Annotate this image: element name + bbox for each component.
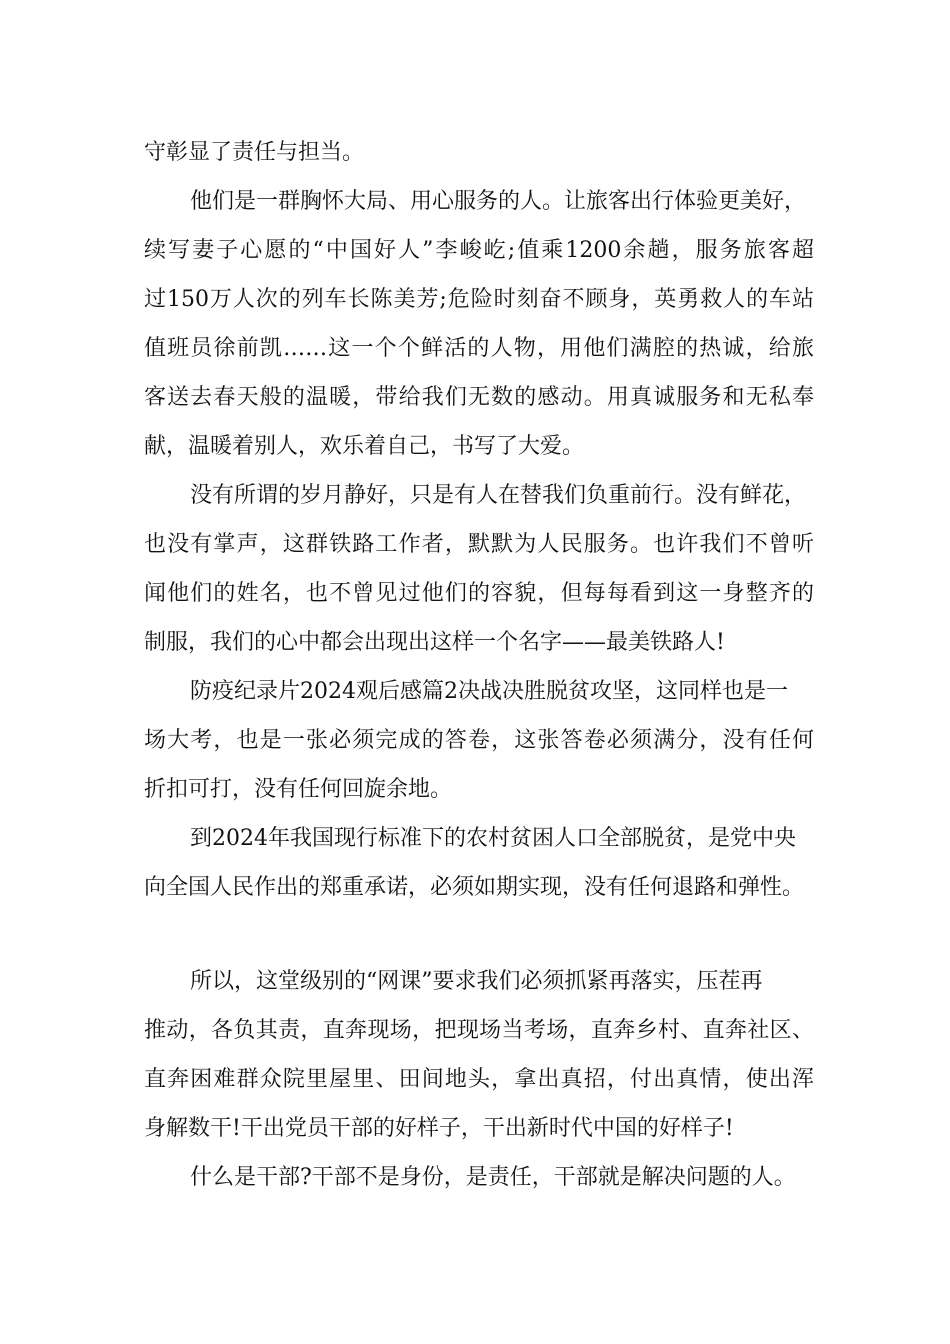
text-line: 制服，我们的心中都会出现出这样一个名字——最美铁路人! bbox=[144, 630, 725, 655]
paragraph-start-line: 什么是干部?干部不是身份，是责任，干部就是解决问题的人。 bbox=[190, 1165, 796, 1190]
text-line: 客送去春天般的温暖，带给我们无数的感动。用真诚服务和无私奉 bbox=[144, 385, 814, 410]
text-line: 直奔困难群众院里屋里、田间地头，拿出真招，付出真情，使出浑 bbox=[144, 1067, 814, 1092]
paragraph-start-line: 所以，这堂级别的“网课”要求我们必须抓紧再落实，压茬再 bbox=[190, 969, 763, 994]
text-line: 身解数干!干出党员干部的好样子，干出新时代中国的好样子! bbox=[144, 1116, 734, 1141]
paragraph-gap bbox=[144, 912, 814, 957]
paragraph-start-line: 他们是一群胸怀大局、用心服务的人。让旅客出行体验更美好， bbox=[190, 189, 807, 214]
text-line: 献，温暖着别人，欢乐着自己，书写了大爱。 bbox=[144, 434, 585, 459]
paragraph-start-line: 没有所谓的岁月静好，只是有人在替我们负重前行。没有鲜花， bbox=[190, 483, 807, 508]
paragraph-start-line: 到2024年我国现行标准下的农村贫困人口全部脱贫，是党中央 bbox=[190, 826, 796, 851]
text-line: 续写妻子心愿的“中国好人”李峻屹;值乘1200余趟，服务旅客超 bbox=[144, 238, 814, 263]
text-line: 场大考，也是一张必须完成的答卷，这张答卷必须满分，没有任何 bbox=[144, 728, 814, 753]
text-line: 过150万人次的列车长陈美芳;危险时刻奋不顾身，英勇救人的车站 bbox=[144, 287, 814, 312]
text-line: 值班员徐前凯……这一个个鲜活的人物，用他们满腔的热诚，给旅 bbox=[144, 336, 814, 361]
text-line: 向全国人民作出的郑重承诺，必须如期实现，没有任何退路和弹性。 bbox=[144, 875, 805, 900]
text-line: 推动，各负其责，直奔现场，把现场当考场，直奔乡村、直奔社区、 bbox=[144, 1018, 814, 1043]
text-line: 闻他们的姓名，也不曾见过他们的容貌，但每每看到这一身整齐的 bbox=[144, 581, 814, 606]
text-line: 守彰显了责任与担当。 bbox=[144, 140, 365, 165]
text-line: 折扣可打，没有任何回旋余地。 bbox=[144, 777, 453, 802]
document-body bbox=[144, 128, 814, 1202]
text-line: 也没有掌声，这群铁路工作者，默默为人民服务。也许我们不曾听 bbox=[144, 532, 814, 557]
paragraph-start-line: 防疫纪录片2024观后感篇2决战决胜脱贫攻坚，这同样也是一 bbox=[190, 679, 788, 704]
